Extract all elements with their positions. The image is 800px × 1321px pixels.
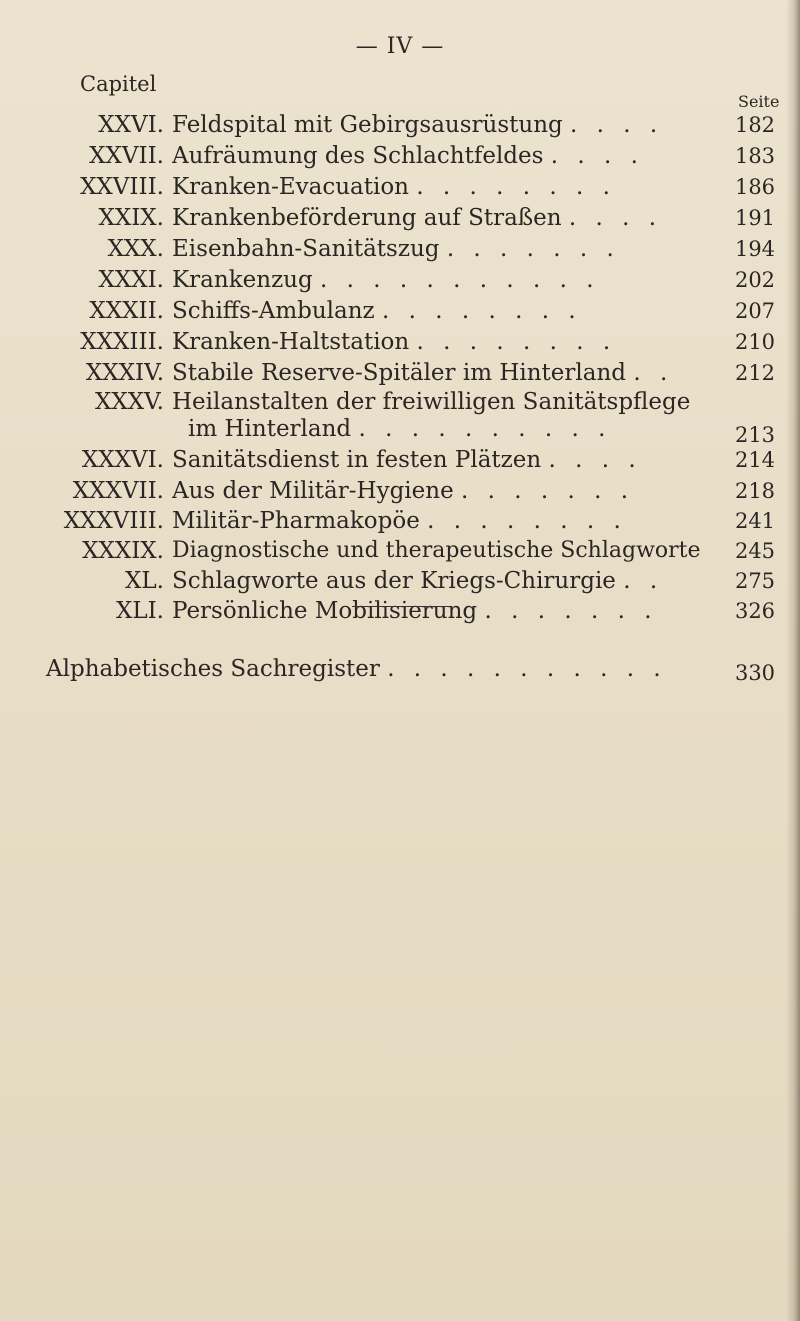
- chapter-title-text: Kranken-Evacuation: [172, 174, 409, 200]
- chapter-page: 207: [734, 299, 776, 323]
- chapter-page: 191: [734, 206, 776, 230]
- chapter-title: [172, 172, 712, 202]
- toc-entry-xxxvi: [0, 445, 800, 475]
- toc-entry-xxxii: [0, 296, 800, 326]
- leader-dots: . .: [633, 360, 674, 386]
- chapter-number: XXXIV.: [85, 360, 164, 386]
- leader-dots: . . . .: [548, 447, 642, 473]
- chapter-title: [172, 110, 712, 140]
- chapter-number: XXXVI.: [81, 447, 164, 473]
- chapter-title-text: Schlagworte aus der Kriegs-Chirurgie: [172, 568, 616, 594]
- toc-entry-xxxiii: [0, 327, 800, 357]
- register-page: 330: [734, 661, 776, 685]
- chapter-title-text: Stabile Reserve-Spitäler im Hinterland: [172, 360, 627, 386]
- toc-entry-xxxv-continuation: [0, 414, 800, 447]
- chapter-title-text: im Hinterland: [188, 416, 352, 442]
- chapter-number: XXXII.: [89, 298, 164, 324]
- chapter-number: XXXV.: [94, 389, 164, 415]
- leader-dots: . . . .: [570, 112, 664, 138]
- chapter-title: [172, 566, 712, 596]
- toc-entry-xxxi: [0, 265, 800, 295]
- chapter-page: 194: [734, 237, 776, 261]
- chapter-title: [172, 203, 712, 233]
- toc-entry-xxx: [0, 234, 800, 264]
- chapter-title: [172, 327, 712, 357]
- chapter-title-text: Militär-Pharmakopöe: [172, 508, 420, 534]
- toc-entry-xxxiv: [0, 358, 800, 388]
- chapter-title: [172, 506, 712, 536]
- chapter-title-text: Diagnostische und therapeutische Schlagworte: [172, 538, 701, 563]
- chapter-page: 245: [734, 539, 776, 563]
- chapter-number: XXXIX.: [82, 538, 164, 564]
- chapter-title-text: Sanitätsdienst in festen Plätzen: [172, 447, 542, 473]
- register-title: Alphabetisches Sachregister: [46, 656, 380, 682]
- leader-dots: . . . . . . . .: [416, 174, 616, 200]
- chapter-title: [172, 234, 712, 264]
- chapter-title: [172, 596, 712, 626]
- chapter-title: [172, 536, 712, 566]
- chapter-page: 202: [734, 268, 776, 292]
- leader-dots: . . . . . . . .: [427, 508, 627, 534]
- toc-entry-xxviii: [0, 172, 800, 202]
- leader-dots: . . . .: [568, 205, 663, 231]
- chapter-page: 183: [734, 144, 776, 168]
- chapter-page: 275: [734, 569, 776, 593]
- chapter-title-text: Kranken-Haltstation: [172, 329, 410, 355]
- chapter-number: XXXVII.: [72, 478, 164, 504]
- chapter-number: XXIX.: [98, 205, 164, 231]
- toc-entry-xxxvii: [0, 476, 800, 506]
- chapter-title: [172, 387, 712, 417]
- leader-dots: . . . . . . . .: [382, 298, 582, 324]
- chapter-title-text: Eisenbahn-Sanitätszug: [172, 236, 440, 262]
- chapter-title: [172, 445, 712, 475]
- leader-dots: . . . . . . . . . .: [358, 416, 612, 442]
- chapter-number: XXXI.: [98, 267, 164, 293]
- page-header-roman: — IV —: [355, 34, 445, 59]
- chapter-title-text: Schiffs-Ambulanz: [172, 298, 375, 324]
- chapter-title-text: Aus der Militär-Hygiene: [172, 478, 454, 504]
- leader-dots: . . . . . . .: [446, 236, 620, 262]
- section-divider: [352, 606, 450, 607]
- chapter-number: XXVIII.: [80, 174, 164, 200]
- leader-dots: . . . . . . .: [461, 478, 635, 504]
- toc-entry-xxvii: [0, 141, 800, 171]
- chapter-number: XXXIII.: [80, 329, 164, 355]
- toc-entry-xxxix: [0, 536, 800, 566]
- chapter-number: XXVI.: [98, 112, 164, 138]
- seite-label: Seite: [738, 92, 780, 111]
- leader-dots: . . . . . . . . . . .: [387, 656, 667, 682]
- chapter-title: [172, 358, 712, 388]
- toc-entry-xxix: [0, 203, 800, 233]
- chapter-page: 186: [734, 175, 776, 199]
- leader-dots: . . . . . . . .: [416, 329, 617, 355]
- chapter-page: 213: [734, 423, 776, 447]
- toc-entry-xxxviii: [0, 506, 800, 536]
- chapter-title-text: Persönliche Mobilisierung: [172, 598, 478, 624]
- leader-dots: . . . .: [550, 143, 644, 169]
- register-page-row: [0, 658, 800, 688]
- chapter-title: [172, 141, 712, 171]
- chapter-page: 218: [734, 479, 776, 503]
- chapter-title-text: Krankenzug: [172, 267, 313, 293]
- toc-entry-xl: [0, 566, 800, 596]
- toc-entry-xxvi: [0, 110, 800, 140]
- chapter-page: 214: [734, 448, 776, 472]
- toc-entry-xxxv: [0, 387, 800, 417]
- chapter-page: 326: [734, 599, 776, 623]
- chapter-page: 241: [734, 509, 776, 533]
- chapter-title-continuation: [188, 414, 611, 444]
- leader-dots: . .: [623, 568, 664, 594]
- chapter-title-text: Aufräumung des Schlachtfeldes: [172, 143, 544, 169]
- toc-entry-xli: [0, 596, 800, 626]
- chapter-number: XXX.: [107, 236, 164, 262]
- chapter-page: 210: [734, 330, 776, 354]
- leader-dots: . . . . . . .: [484, 598, 658, 624]
- chapter-title-text: Feldspital mit Gebirgsausrüstung: [172, 112, 563, 138]
- chapter-number: XLI.: [115, 598, 164, 624]
- chapter-title: [172, 296, 712, 326]
- chapter-number: XL.: [125, 568, 164, 594]
- chapter-title-text: Heilanstalten der freiwilligen Sanitätspflege: [172, 389, 691, 415]
- capitel-label: Capitel: [80, 72, 157, 96]
- chapter-title: [172, 476, 712, 506]
- chapter-page: 182: [734, 113, 776, 137]
- leader-dots: . . . . . . . . . . .: [320, 267, 600, 293]
- chapter-title: [172, 265, 712, 295]
- chapter-number: XXVII.: [89, 143, 164, 169]
- chapter-page: 212: [734, 361, 776, 385]
- chapter-number: XXXVIII.: [63, 508, 164, 534]
- chapter-title-text: Krankenbeförderung auf Straßen: [172, 205, 562, 231]
